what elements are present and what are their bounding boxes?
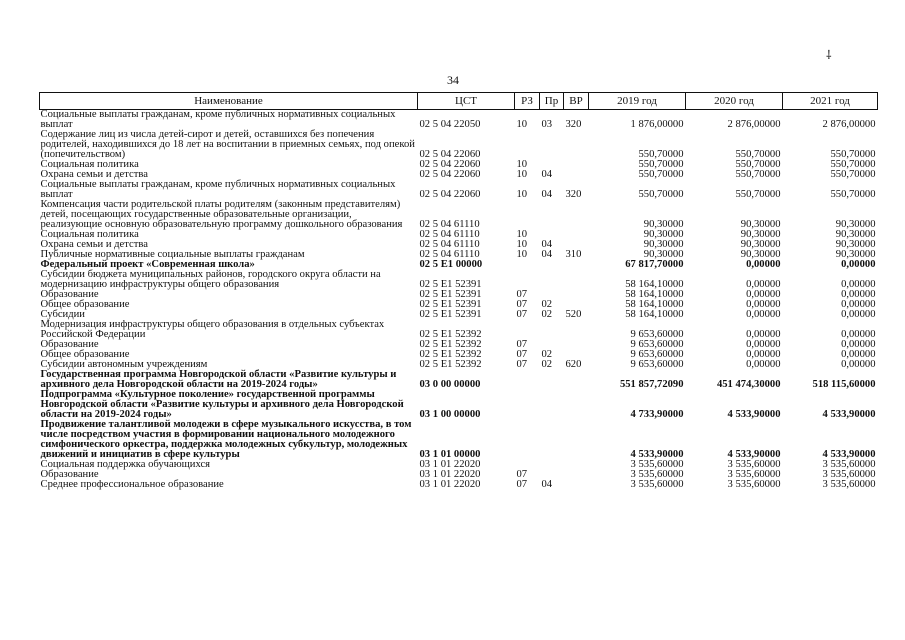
table-header-row — [40, 93, 878, 110]
row-2021: 518 115,60000 — [812, 379, 876, 390]
row-2019: 551 857,72090 — [619, 379, 684, 390]
row-cst: 03 1 00 00000 — [419, 409, 481, 420]
table-row — [40, 420, 878, 460]
row-rz: 07 — [516, 469, 528, 480]
row-cst: 02 5 04 61110 — [419, 229, 480, 240]
row-cst: 02 5 04 22050 — [419, 119, 481, 130]
row-2020: 90,30000 — [740, 229, 781, 240]
row-name: Охрана семьи и детства — [40, 239, 148, 250]
row-name: Образование — [40, 469, 99, 480]
row-rz — [515, 420, 540, 460]
row-name: Социальная политика — [40, 159, 139, 170]
row-name: Субсидии бюджета муниципальных районов, городского округа области на модернизацию инфраструктуры общего образования — [40, 269, 381, 290]
row-2019: 9 653,60000 — [630, 359, 684, 370]
row-2019: 58 164,10000 — [625, 299, 684, 310]
row-rz: 07 — [516, 339, 528, 350]
row-vr — [564, 470, 589, 480]
row-2021: 0,00000 — [841, 339, 876, 350]
row-rz: 10 — [516, 119, 528, 130]
row-2020: 0,00000 — [746, 309, 781, 320]
row-2020: 550,70000 — [735, 169, 781, 180]
page-number: 34 — [447, 73, 459, 87]
row-cst: 02 5 E1 52392 — [419, 339, 482, 350]
table-row — [40, 480, 878, 490]
row-cst: 02 5 04 22060 — [419, 189, 481, 200]
header-vr: ВР — [564, 93, 589, 110]
row-2021: 550,70000 — [830, 159, 876, 170]
row-2019: 90,30000 — [643, 239, 684, 250]
row-pr — [540, 320, 564, 340]
row-name: Общее образование — [40, 299, 130, 310]
header-2021: 2021 год — [783, 93, 878, 110]
table-row — [40, 200, 878, 230]
row-2021: 0,00000 — [841, 329, 876, 340]
row-rz: 10 — [516, 159, 528, 170]
row-pr: 02 — [541, 359, 553, 370]
row-rz: 10 — [516, 239, 528, 250]
row-rz — [515, 390, 540, 420]
row-rz — [515, 320, 540, 340]
row-vr — [564, 460, 589, 470]
row-vr — [564, 340, 589, 350]
row-pr: 04 — [541, 479, 553, 490]
row-2021: 3 535,60000 — [822, 479, 876, 490]
row-name: Содержание лиц из числа детей-сирот и детей, оставшихся без попечения родителей, находившихся до 18 лет на воспитании в приемных семьях, под опекой (попечительством) — [40, 129, 415, 160]
row-rz: 07 — [516, 349, 528, 360]
row-2021: 0,00000 — [841, 259, 876, 270]
row-pr: 04 — [541, 249, 553, 260]
row-cst: 02 5 04 61110 — [419, 239, 480, 250]
row-2020: 0,00000 — [746, 259, 781, 270]
row-vr — [564, 420, 589, 460]
table-body — [40, 110, 878, 491]
row-pr — [540, 260, 564, 270]
row-vr — [564, 270, 589, 290]
row-2020: 0,00000 — [746, 359, 781, 370]
row-cst: 02 5 04 61110 — [419, 249, 480, 260]
header-rz: РЗ — [515, 93, 540, 110]
row-cst: 02 5 E1 52392 — [419, 359, 482, 370]
row-2020: 90,30000 — [740, 219, 781, 230]
row-name: Компенсация части родительской платы родителям (законным представителям) детей, посещающих государственные образовательные организации, реализующие основную образовательную программу дошкольного образования — [40, 199, 403, 230]
row-2021: 0,00000 — [841, 289, 876, 300]
row-vr: 320 — [565, 189, 582, 200]
header-2019: 2019 год — [589, 93, 686, 110]
row-2020: 0,00000 — [746, 289, 781, 300]
row-2021: 0,00000 — [841, 349, 876, 360]
row-2019: 90,30000 — [643, 229, 684, 240]
row-name: Образование — [40, 339, 99, 350]
row-pr: 02 — [541, 349, 553, 360]
row-name: Модернизация инфраструктуры общего образования в отдельных субъектах Российской Федерации — [40, 319, 385, 340]
row-2019: 90,30000 — [643, 219, 684, 230]
row-rz: 07 — [516, 309, 528, 320]
row-pr — [540, 460, 564, 470]
row-2019: 90,30000 — [643, 249, 684, 260]
row-2020: 3 535,60000 — [727, 479, 781, 490]
row-pr — [540, 200, 564, 230]
row-rz: 10 — [516, 169, 528, 180]
row-rz — [515, 130, 540, 160]
row-2021: 90,30000 — [835, 229, 876, 240]
row-2020: 550,70000 — [735, 159, 781, 170]
row-2020: 3 535,60000 — [727, 459, 781, 470]
row-2020: 0,00000 — [746, 349, 781, 360]
row-2021: 2 876,00000 — [822, 119, 876, 130]
row-vr — [564, 170, 589, 180]
row-2019: 550,70000 — [638, 149, 684, 160]
row-name: Государственная программа Новгородской области «Развитие культуры и архивного дела Новгородской области на 2019-2024 годы» — [40, 369, 397, 390]
row-vr — [564, 200, 589, 230]
row-2019: 67 817,70000 — [625, 259, 684, 270]
row-2019: 4 533,90000 — [630, 449, 684, 460]
row-pr: 03 — [541, 119, 553, 130]
header-name: Наименование — [40, 93, 418, 110]
row-name: Социальные выплаты гражданам, кроме публичных нормативных социальных выплат — [40, 179, 396, 200]
row-2020: 550,70000 — [735, 149, 781, 160]
row-pr: 04 — [541, 189, 553, 200]
row-2020: 550,70000 — [735, 189, 781, 200]
row-cst: 02 5 04 22060 — [419, 159, 481, 170]
table-row — [40, 390, 878, 420]
row-2019: 3 535,60000 — [630, 459, 684, 470]
row-cst: 02 5 E1 52392 — [419, 349, 482, 360]
row-2021: 550,70000 — [830, 189, 876, 200]
row-cst: 03 1 01 22020 — [419, 459, 481, 470]
row-2021: 90,30000 — [835, 219, 876, 230]
row-rz: 10 — [516, 229, 528, 240]
row-2019: 58 164,10000 — [625, 289, 684, 300]
row-cst: 02 5 04 22060 — [419, 169, 481, 180]
row-cst: 02 5 E1 52391 — [419, 299, 482, 310]
row-rz — [515, 370, 540, 390]
row-2019: 9 653,60000 — [630, 349, 684, 360]
row-2020: 0,00000 — [746, 339, 781, 350]
corner-mark: ⸸ — [826, 48, 832, 62]
row-pr: 02 — [541, 299, 553, 310]
row-2019: 3 535,60000 — [630, 469, 684, 480]
budget-table — [39, 92, 878, 490]
row-vr — [564, 160, 589, 170]
row-pr: 02 — [541, 309, 553, 320]
row-vr — [564, 370, 589, 390]
header-pr: Пр — [540, 93, 564, 110]
row-pr — [540, 270, 564, 290]
row-cst: 02 5 E1 52391 — [419, 289, 482, 300]
row-name: Общее образование — [40, 349, 130, 360]
table-row — [40, 270, 878, 290]
row-name: Продвижение талантливой молодежи в сфере музыкального искусства, в том числе посредством участия в формировании национального молодежного симфонического оркестра, поддержка молодежных субкультур, молодежных движений и инициатив в сфере культуры — [40, 419, 412, 460]
row-name: Среднее профессиональное образование — [40, 479, 224, 490]
row-2020: 0,00000 — [746, 279, 781, 290]
row-name: Образование — [40, 289, 99, 300]
row-2019: 550,70000 — [638, 159, 684, 170]
row-2021: 0,00000 — [841, 309, 876, 320]
row-2020: 0,00000 — [746, 299, 781, 310]
row-vr: 310 — [565, 249, 582, 260]
row-2021: 90,30000 — [835, 239, 876, 250]
row-2021: 4 533,90000 — [822, 449, 876, 460]
row-2020: 90,30000 — [740, 239, 781, 250]
row-2021: 550,70000 — [830, 149, 876, 160]
row-vr — [564, 480, 589, 490]
row-2020: 0,00000 — [746, 329, 781, 340]
row-2019: 58 164,10000 — [625, 309, 684, 320]
row-name: Охрана семьи и детства — [40, 169, 148, 180]
row-vr — [564, 260, 589, 270]
row-2021: 90,30000 — [835, 249, 876, 260]
row-cst: 02 5 E1 52391 — [419, 279, 482, 290]
row-rz — [515, 260, 540, 270]
row-2020: 90,30000 — [740, 249, 781, 260]
row-2020: 4 533,90000 — [727, 449, 781, 460]
row-2019: 9 653,60000 — [630, 329, 684, 340]
row-name: Субсидии — [40, 309, 85, 320]
row-pr — [540, 130, 564, 160]
row-pr: 04 — [541, 239, 553, 250]
table-row — [40, 370, 878, 390]
row-name: Федеральный проект «Современная школа» — [40, 259, 255, 270]
row-rz — [515, 200, 540, 230]
row-cst: 03 1 01 22020 — [419, 469, 481, 480]
row-2019: 550,70000 — [638, 169, 684, 180]
row-pr: 04 — [541, 169, 553, 180]
row-2020: 451 474,30000 — [716, 379, 781, 390]
row-name: Подпрограмма «Культурное поколение» государственной программы Новгородской области «Развитие культуры и архивного дела Новгородской области на 2019-2024 годы» — [40, 389, 404, 420]
row-2019: 550,70000 — [638, 189, 684, 200]
row-rz: 07 — [516, 359, 528, 370]
row-2021: 4 533,90000 — [822, 409, 876, 420]
row-vr — [564, 390, 589, 420]
row-cst: 02 5 E1 52392 — [419, 329, 482, 340]
row-cst: 02 5 E1 00000 — [419, 259, 483, 270]
row-2021: 3 535,60000 — [822, 459, 876, 470]
row-name: Социальная поддержка обучающихся — [40, 459, 211, 470]
row-pr — [540, 370, 564, 390]
row-cst: 02 5 E1 52391 — [419, 309, 482, 320]
table-row — [40, 110, 878, 131]
row-rz: 07 — [516, 299, 528, 310]
row-cst: 02 5 04 22060 — [419, 149, 481, 160]
row-2019: 1 876,00000 — [630, 119, 684, 130]
row-vr — [564, 320, 589, 340]
row-2021: 0,00000 — [841, 279, 876, 290]
row-vr: 320 — [565, 119, 582, 130]
row-cst: 03 1 01 00000 — [419, 449, 481, 460]
row-rz: 07 — [516, 479, 528, 490]
row-2021: 550,70000 — [830, 169, 876, 180]
row-2020: 2 876,00000 — [727, 119, 781, 130]
table-row — [40, 180, 878, 200]
row-cst: 03 1 01 22020 — [419, 479, 481, 490]
row-2020: 4 533,90000 — [727, 409, 781, 420]
row-rz: 10 — [516, 189, 528, 200]
row-rz: 10 — [516, 249, 528, 260]
row-pr — [540, 390, 564, 420]
table-row — [40, 320, 878, 340]
row-2021: 0,00000 — [841, 359, 876, 370]
row-rz: 07 — [516, 289, 528, 300]
row-vr: 520 — [565, 309, 582, 320]
row-2019: 9 653,60000 — [630, 339, 684, 350]
row-vr: 620 — [565, 359, 582, 370]
row-vr — [564, 130, 589, 160]
row-2019: 3 535,60000 — [630, 479, 684, 490]
row-2019: 4 733,90000 — [630, 409, 684, 420]
row-name: Публичные нормативные социальные выплаты гражданам — [40, 249, 305, 260]
row-cst: 03 0 00 00000 — [419, 379, 481, 390]
row-rz — [515, 270, 540, 290]
row-vr — [564, 290, 589, 300]
row-2021: 0,00000 — [841, 299, 876, 310]
row-pr — [540, 420, 564, 460]
table-row — [40, 130, 878, 160]
row-name: Субсидии автономным учреждениям — [40, 359, 208, 370]
row-2021: 3 535,60000 — [822, 469, 876, 480]
row-2019: 58 164,10000 — [625, 279, 684, 290]
row-2020: 3 535,60000 — [727, 469, 781, 480]
row-cst: 02 5 04 61110 — [419, 219, 480, 230]
row-vr — [564, 230, 589, 240]
header-cst: ЦСТ — [418, 93, 515, 110]
row-name: Социальные выплаты гражданам, кроме публичных нормативных социальных выплат — [40, 109, 396, 130]
row-name: Социальная политика — [40, 229, 139, 240]
header-2020: 2020 год — [686, 93, 783, 110]
